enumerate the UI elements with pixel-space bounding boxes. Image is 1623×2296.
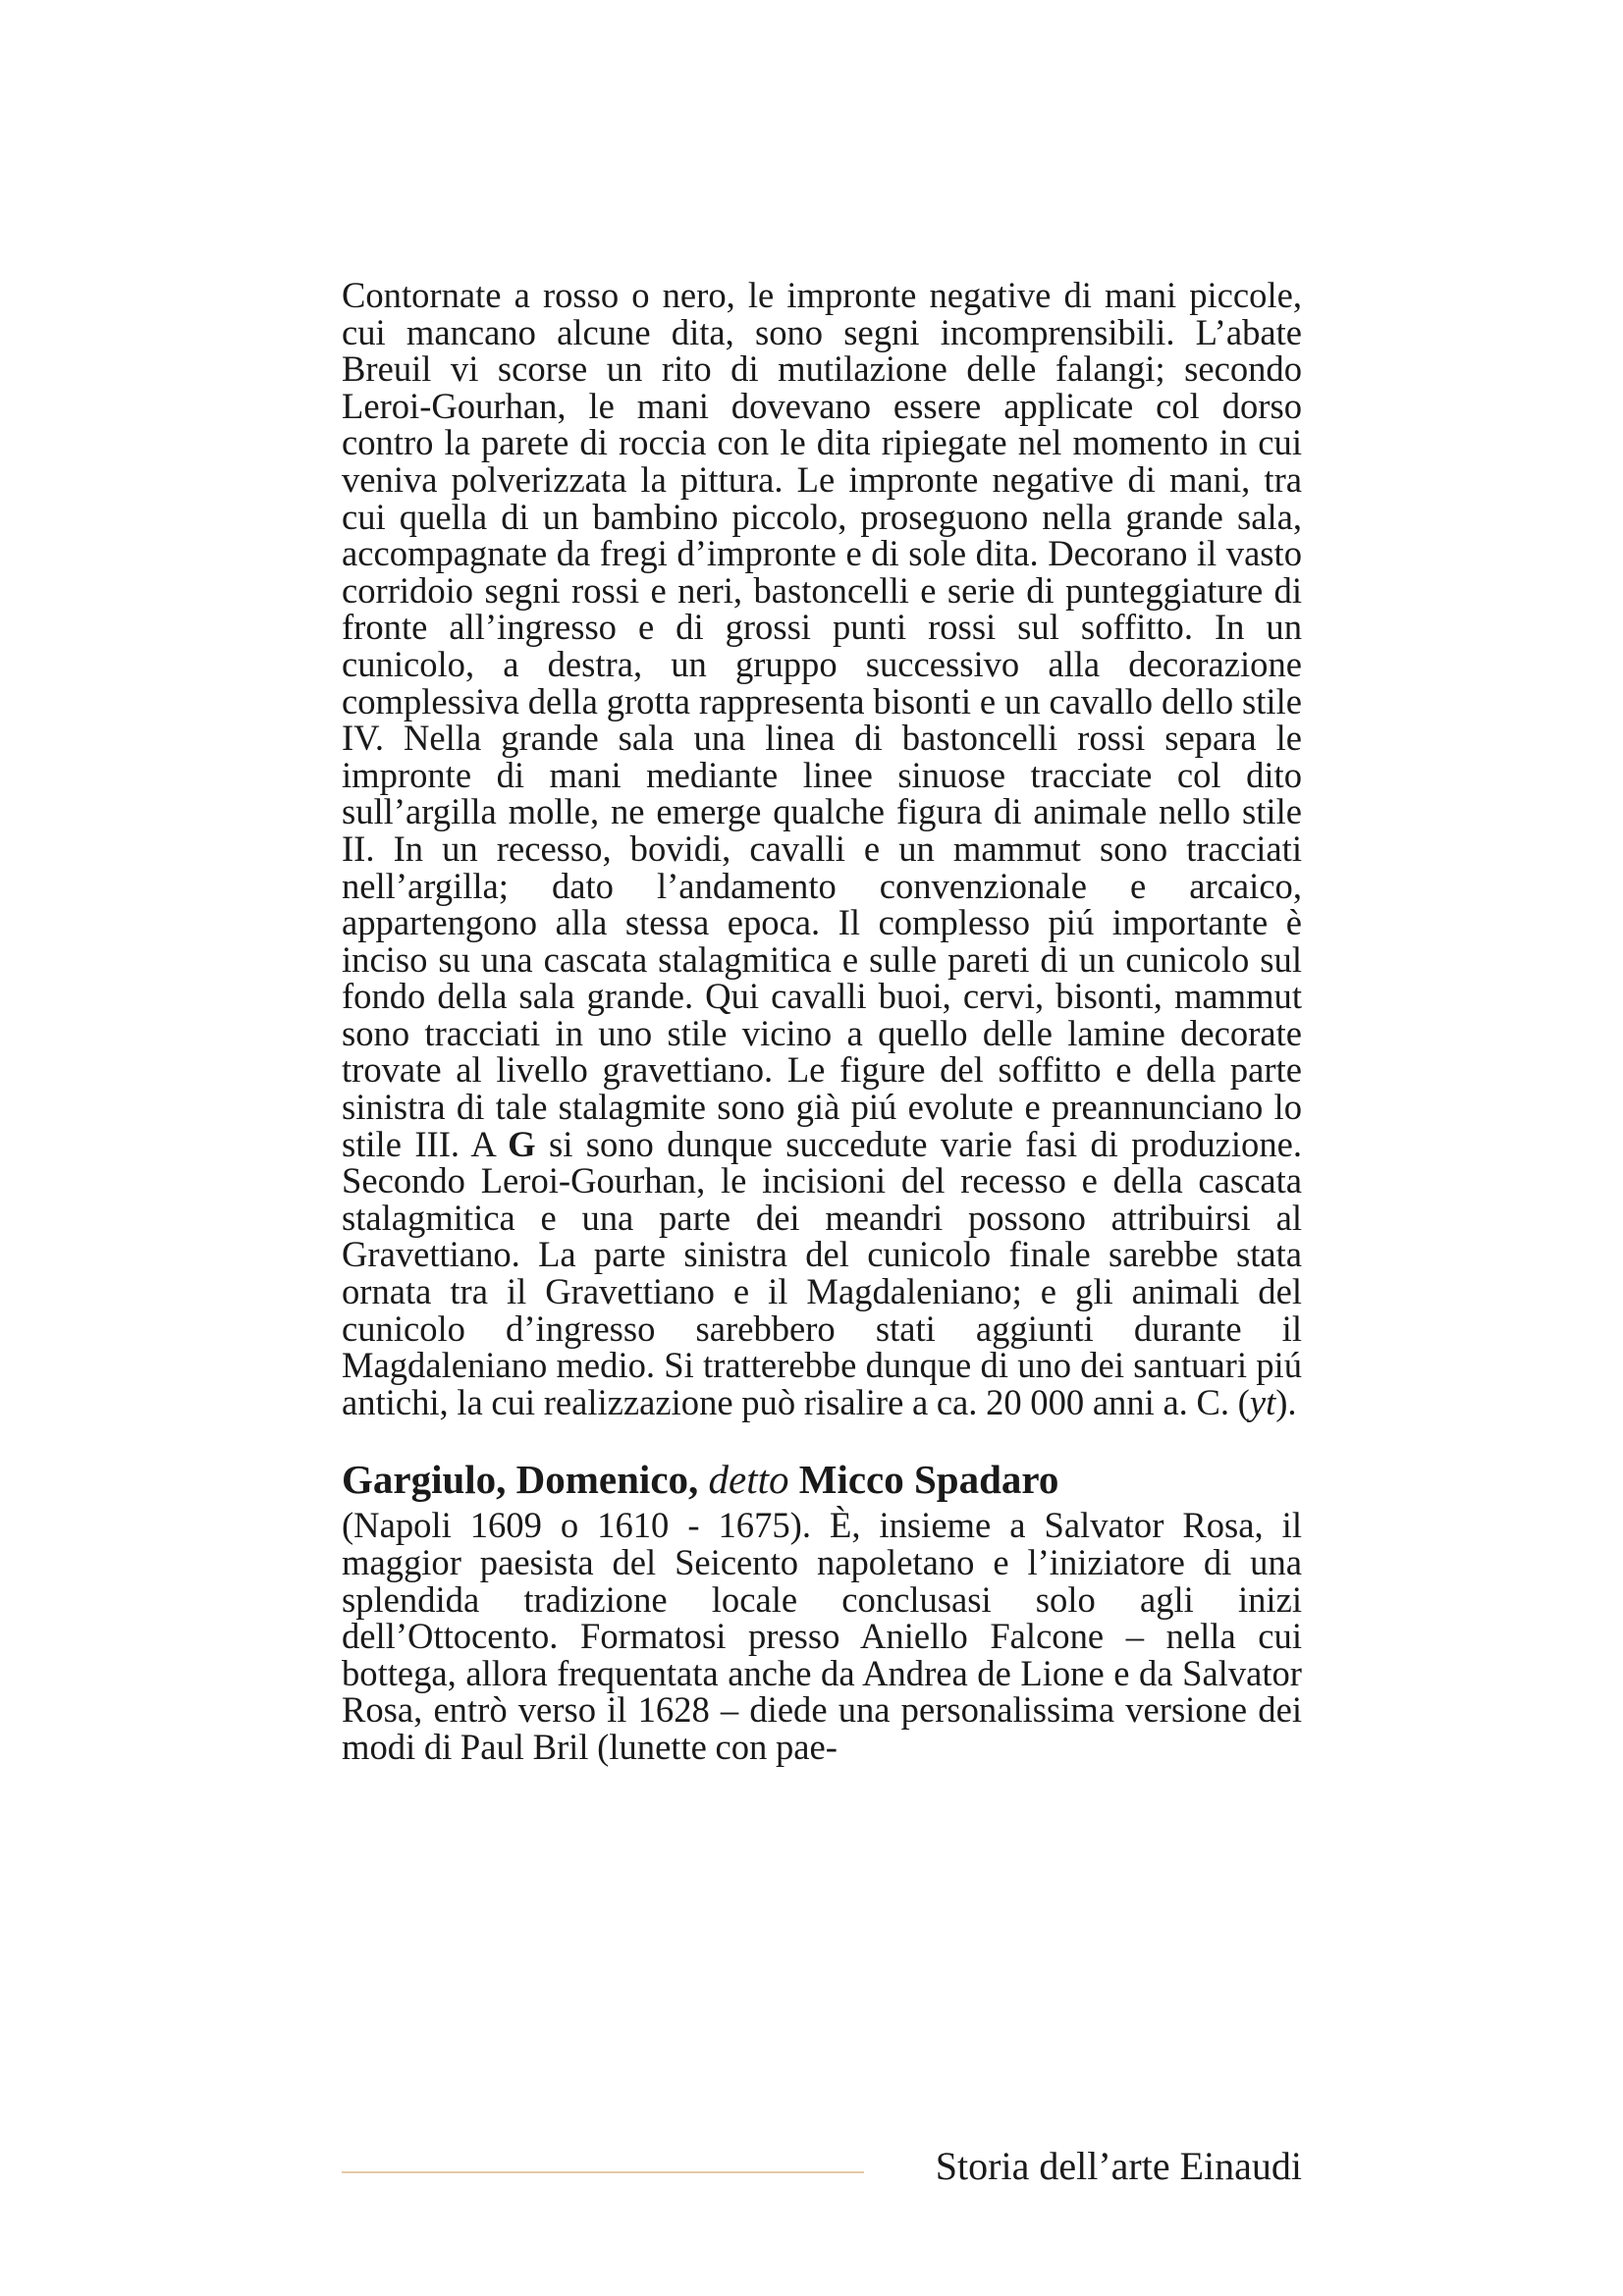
body-text-end: ). [1275,1381,1297,1422]
entry-abbreviation: G [508,1123,536,1164]
body-paragraph [342,277,1302,1420]
footer-title: Storia dell’arte Einaudi [935,2144,1302,2188]
page-footer [342,2142,1302,2201]
entry-alias: Micco Spadaro [798,1457,1059,1503]
entry-heading [342,1458,1302,1501]
footer-rule [342,2171,864,2173]
page-content [342,277,1302,1766]
entry-name: Gargiulo, Domenico, [342,1457,699,1503]
entry-paragraph: (Napoli 1609 o 1610 - 1675). È, insieme a Salvator Rosa, il maggior paesista del Seicento napoletano e l’iniziatore di una splendida tradizione locale conclusasi solo agli inizi dell’Ottocento. Formatosi presso Aniello Falcone – nella cui bottega, allora frequentata anche da Andrea de Lione e da Salvator Rosa, entrò verso il 1628 – diede una personalissima versione dei modi di Paul Bril (lunette con pae- [342,1505,1302,1767]
body-text-part-2: si sono dunque succedute varie fasi di produzione. Secondo Leroi-Gourhan, le incisioni del recesso e della cascata stalagmitica e una parte dei meandri possono attribuirsi al Gravettiano. La parte sinistra del cunicolo finale sarebbe stata ornata tra il Gravettiano e il Magdaleniano; e gli animali del cunicolo d’ingresso sarebbero stati aggiunti durante il Magdaleniano medio. Si tratterebbe dunque di uno dei santuari piú antichi, la cui realizzazione può risalire a ca. 20 000 anni a. C. ( [342,1123,1302,1422]
author-initials: yt [1249,1381,1276,1422]
body-text-part-1: Contornate a rosso o nero, le impronte negative di mani piccole, cui mancano alcune dita, sono segni incomprensibili. L’abate Breuil vi scorse un rito di mutilazione delle falangi; secondo Leroi-Gourhan, le mani dovevano essere applicate col dorso contro la parete di roccia con le dita ripiegate nel momento in cui veniva polverizzata la pittura. Le impronte negative di mani, tra cui quella di un bambino piccolo, proseguono nella grande sala, accompagnate da fregi d’impronte e di sole dita. Decorano il vasto corridoio segni rossi e neri, bastoncelli e serie di punteggiature di fronte all’ingresso e di grossi punti rossi sul soffitto. In un cunicolo, a destra, un gruppo successivo alla decorazione complessiva della grotta rappresenta bisonti e un cavallo dello stile IV. Nella grande sala una linea di bastoncelli rossi separa le impronte di mani mediante linee sinuose tracciate col dito sull’argilla molle, ne emerge qualche figura di animale nello stile II. In un recesso, bovidi, cavalli e un mammut sono tracciati nell’argilla; dato l’andamento convenzionale e arcaico, appartengono alla stessa epoca. Il complesso piú importante è inciso su una cascata stalagmitica e sulle pareti di un cunicolo sul fondo della sala grande. Qui cavalli buoi, cervi, bisonti, mammut sono tracciati in uno stile vicino a quello delle lamine decorate trovate al livello gravettiano. Le figure del soffitto e della parte sinistra di tale stalagmite sono già piú evolute e preannunciano lo stile III. A [342,275,1302,1164]
entry-connector: detto [708,1457,789,1503]
